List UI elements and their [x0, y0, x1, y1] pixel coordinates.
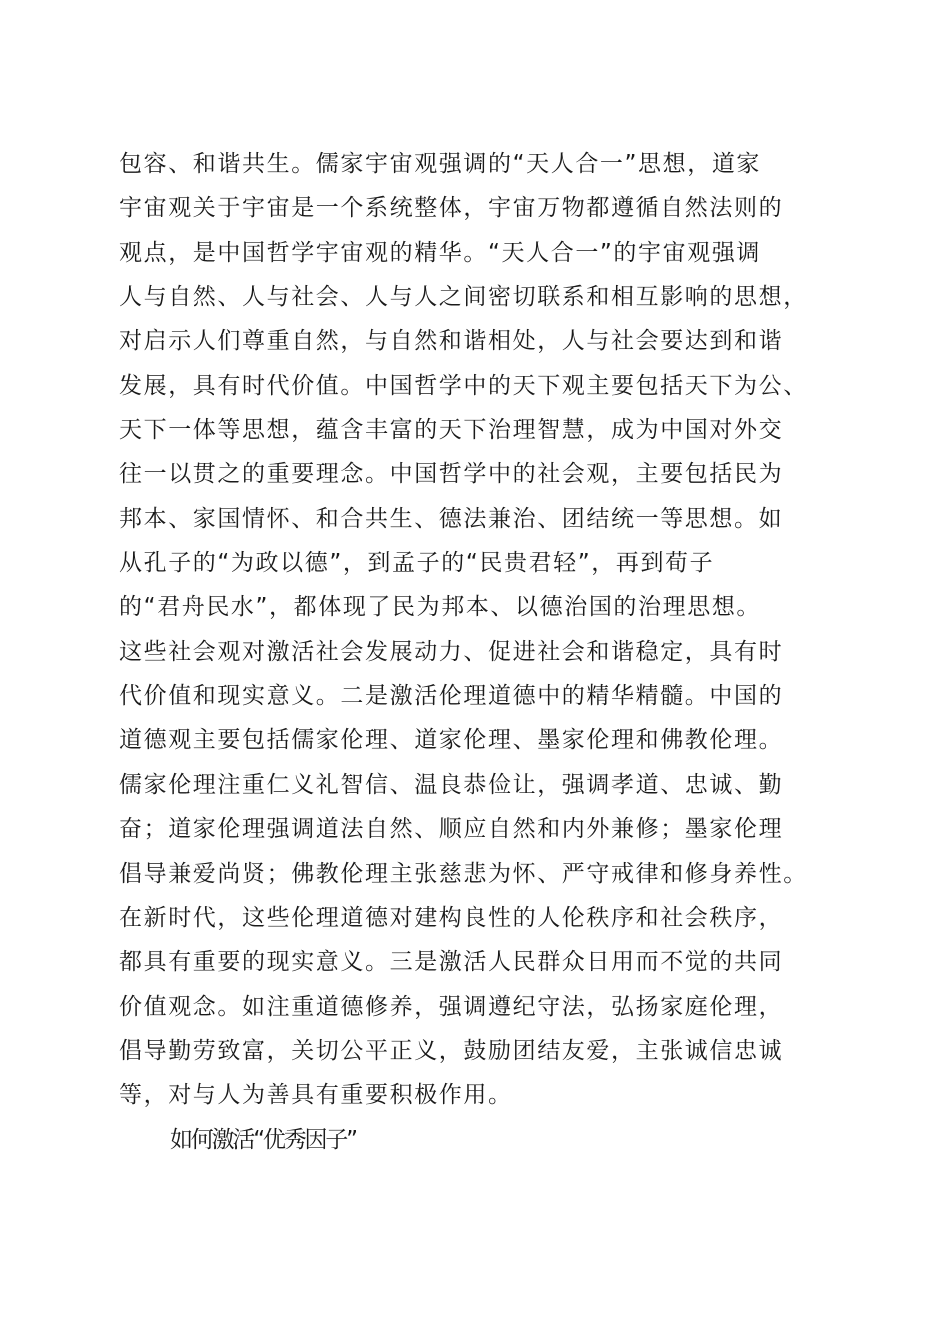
text-line: 在新时代，这些伦理道德对建构良性的人伦秩序和社会秩序，: [119, 904, 784, 931]
text-line: 这些社会观对激活社会发展动力、促进社会和谐稳定，具有时: [119, 638, 784, 665]
text-line: 邦本、家国情怀、和合共生、德法兼治、团结统一等思想。如: [119, 505, 784, 532]
text-line: 观点，是中国哲学宇宙观的精华。“天人合一”的宇宙观强调: [119, 239, 762, 266]
text-line: 道德观主要包括儒家伦理、道家伦理、墨家伦理和佛教伦理。: [119, 727, 784, 754]
text-line: 代价值和现实意义。二是激活伦理道德中的精华精髓。中国的: [119, 683, 784, 710]
text-line: 价值观念。如注重道德修养，强调遵纪守法，弘扬家庭伦理，: [119, 993, 784, 1020]
text-line: 人与自然、人与社会、人与人之间密切联系和相互影响的思想，: [119, 284, 808, 311]
text-line: 从孔子的“为政以德”，到孟子的“民贵君轻”，再到荀子: [119, 550, 715, 577]
text-line: 倡导兼爱尚贤；佛教伦理主张慈悲为怀、严守戒律和修身养性。: [119, 860, 808, 887]
text-line: 的“君舟民水”，都体现了民为邦本、以德治国的治理思想。: [119, 594, 762, 621]
body-text: [119, 142, 839, 1162]
text-line: 对启示人们尊重自然，与自然和谐相处，人与社会要达到和谐: [119, 328, 784, 355]
text-line: 倡导勤劳致富，关切公平正义，鼓励团结友爱，主张诚信忠诚: [119, 1037, 784, 1064]
text-line: 儒家伦理注重仁义礼智信、温良恭俭让，强调孝道、忠诚、勤: [119, 771, 784, 798]
text-line: 发展，具有时代价值。中国哲学中的天下观主要包括天下为公、: [119, 372, 808, 399]
text-line: 天下一体等思想，蕴含丰富的天下治理智慧，成为中国对外交: [119, 417, 784, 444]
text-line: 等，对与人为善具有重要积极作用。: [119, 1082, 513, 1109]
text-line: 往一以贯之的重要理念。中国哲学中的社会观，主要包括民为: [119, 461, 784, 488]
text-line: 包容、和谐共生。儒家宇宙观强调的“天人合一”思想，道家: [119, 151, 762, 177]
text-line: 宇宙观关于宇宙是一个系统整体，宇宙万物都遵循自然法则的: [119, 195, 784, 222]
text-line: 奋；道家伦理强调道法自然、顺应自然和内外兼修；墨家伦理: [119, 816, 784, 843]
section-heading: 如何激活“优秀因子”: [170, 1126, 356, 1153]
text-line: 都具有重要的现实意义。三是激活人民群众日用而不觉的共同: [119, 949, 784, 976]
